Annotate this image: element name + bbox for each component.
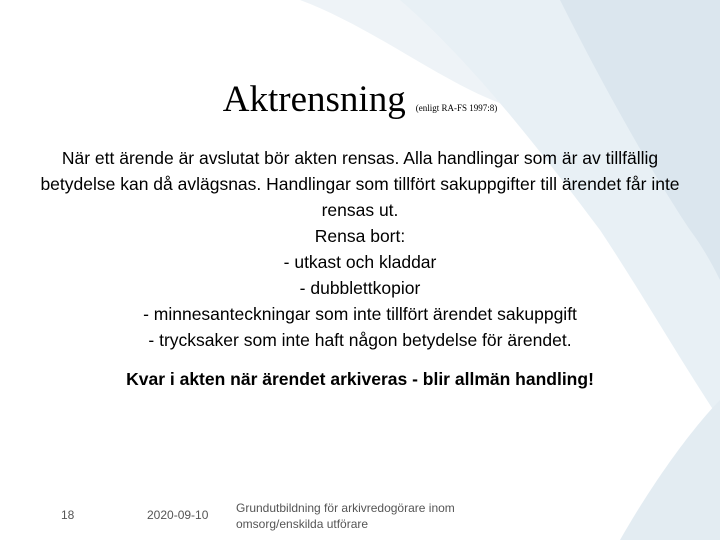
list-item: - utkast och kladdar bbox=[283, 252, 437, 272]
slide-body bbox=[40, 145, 680, 353]
emphasis-text: Kvar i akten när ärendet arkiveras - blir allmän handling! bbox=[126, 369, 594, 389]
wave-shape-bottom bbox=[620, 400, 720, 540]
list-item: - trycksaker som inte haft någon betydelse för ärendet. bbox=[148, 330, 572, 350]
footer-page-number: 18 bbox=[61, 508, 75, 522]
footer-organization: Grundutbildning för arkivredogörare inom omsorg/enskilda utförare bbox=[236, 501, 455, 531]
list-heading: Rensa bort: bbox=[314, 226, 406, 246]
footer-date: 2020-09-10 bbox=[147, 508, 209, 522]
slide-subtitle: (enligt RA-FS 1997:8) bbox=[415, 103, 498, 113]
body-paragraph: När ett ärende är avslutat bör akten rensas. Alla handlingar som är av tillfällig betydelse kan då avlägsnas. Handlingar som tillfört sakuppgifter till ärendet får inte rensas ut. bbox=[40, 148, 680, 220]
slide-title-area bbox=[0, 78, 720, 121]
slide-title: Aktrensning bbox=[222, 79, 406, 120]
list-item: - minnesanteckningar som inte tillfört ärendet sakuppgift bbox=[143, 304, 577, 324]
list-item: - dubblettkopior bbox=[299, 278, 421, 298]
